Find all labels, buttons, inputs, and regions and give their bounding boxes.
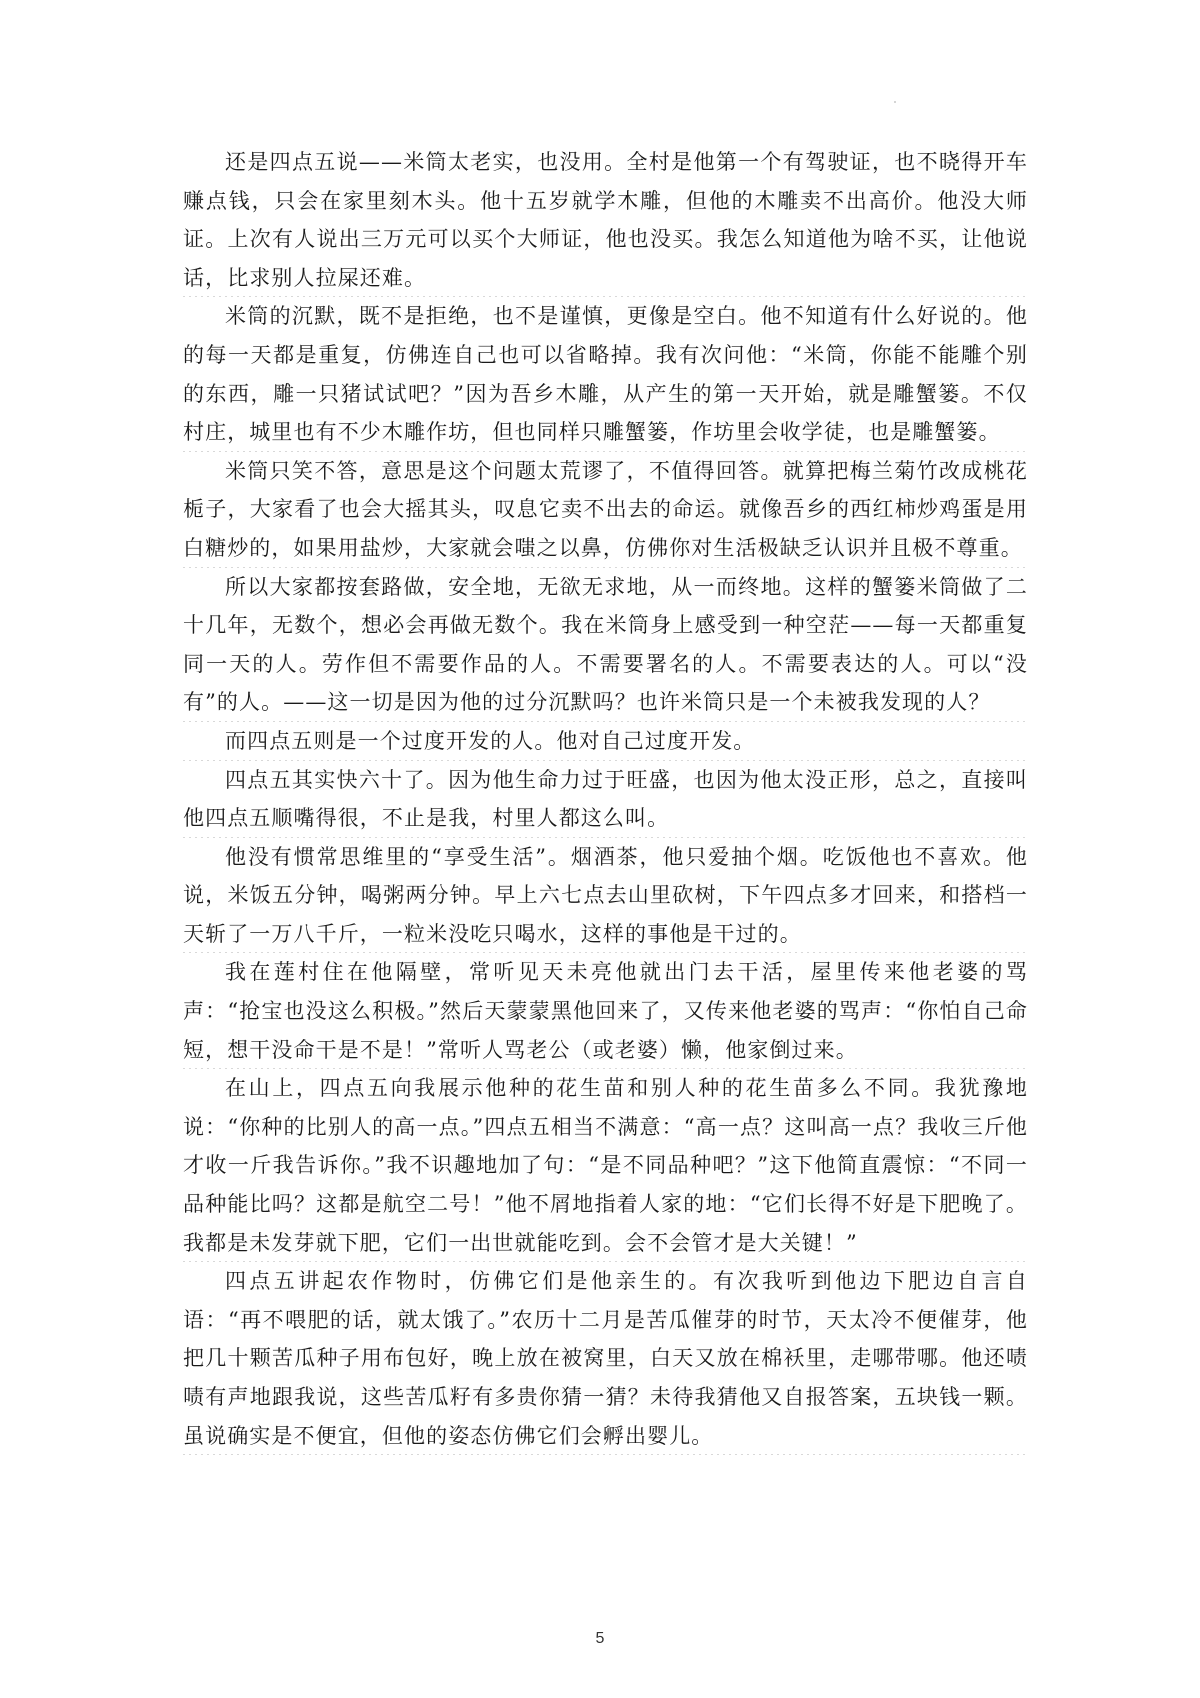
- paragraph-4: 所以大家都按套路做，安全地，无欲无求地，从一而终地。这样的蟹篓米筒做了二十几年，无数个，想必会再做无数个。我在米筒身上感受到一种空茫——每一天都重复同一天的人。劳作但不需要作品的人。不需要署名的人。不需要表达的人。可以“没有”的人。——这一切是因为他的过分沉默吗？也许米筒只是一个未被我发现的人？: [183, 568, 1028, 722]
- article-body: [183, 143, 1028, 1455]
- paragraph-2: 米筒的沉默，既不是拒绝，也不是谨慎，更像是空白。他不知道有什么好说的。他的每一天都是重复，仿佛连自己也可以省略掉。我有次问他：“米筒，你能不能雕个别的东西，雕一只猪试试吧？”因为吾乡木雕，从产生的第一天开始，就是雕蟹篓。不仅村庄，城里也有不少木雕作坊，但也同样只雕蟹篓，作坊里会收学徒，也是雕蟹篓。: [183, 297, 1028, 451]
- paragraph-3: 米筒只笑不答，意思是这个问题太荒谬了，不值得回答。就算把梅兰菊竹改成桃花栀子，大家看了也会大摇其头，叹息它卖不出去的命运。就像吾乡的西红柿炒鸡蛋是用白糖炒的，如果用盐炒，大家就会嗤之以鼻，仿佛你对生活极缺乏认识并且极不尊重。: [183, 452, 1028, 568]
- page-number: 5: [595, 1630, 605, 1647]
- paragraph-8: 我在莲村住在他隔壁，常听见天未亮他就出门去干活，屋里传来他老婆的骂声：“抢宝也没这么积极。”然后天蒙蒙黑他回来了，又传来他老婆的骂声：“你怕自己命短，想干没命干是不是！”常听人骂老公（或老婆）懒，他家倒过来。: [183, 953, 1028, 1069]
- paragraph-1: 还是四点五说——米筒太老实，也没用。全村是他第一个有驾驶证，也不晓得开车赚点钱，只会在家里刻木头。他十五岁就学木雕，但他的木雕卖不出高价。他没大师证。上次有人说出三万元可以买个大师证，他也没买。我怎么知道他为啥不买，让他说话，比求别人拉屎还难。: [183, 143, 1028, 297]
- paragraph-5: 而四点五则是一个过度开发的人。他对自己过度开发。: [183, 722, 1028, 761]
- paragraph-10: 四点五讲起农作物时，仿佛它们是他亲生的。有次我听到他边下肥边自言自语：“再不喂肥的话，就太饿了。”农历十二月是苦瓜催芽的时节，天太冷不便催芽，他把几十颗苦瓜种子用布包好，晚上放在被窝里，白天又放在棉袄里，走哪带哪。他还啧啧有声地跟我说，这些苦瓜籽有多贵你猜一猜？未待我猜他又自报答案，五块钱一颗。虽说确实是不便宜，但他的姿态仿佛它们会孵出婴儿。: [183, 1262, 1028, 1455]
- scan-speck: [894, 101, 896, 103]
- paragraph-7: 他没有惯常思维里的“享受生活”。烟酒茶，他只爱抽个烟。吃饭他也不喜欢。他说，米饭五分钟，喝粥两分钟。早上六七点去山里砍树，下午四点多才回来，和搭档一天斩了一万八千斤，一粒米没吃只喝水，这样的事他是干过的。: [183, 838, 1028, 954]
- paragraph-6: 四点五其实快六十了。因为他生命力过于旺盛，也因为他太没正形，总之，直接叫他四点五顺嘴得很，不止是我，村里人都这么叫。: [183, 761, 1028, 838]
- paragraph-9: 在山上，四点五向我展示他种的花生苗和别人种的花生苗多么不同。我犹豫地说：“你种的比别人的高一点。”四点五相当不满意：“高一点？这叫高一点？我收三斤他才收一斤我告诉你。”我不识趣地加了句：“是不同品种吧？”这下他简直震惊：“不同一品种能比吗？这都是航空二号！”他不屑地指着人家的地：“它们长得不好是下肥晚了。我都是未发芽就下肥，它们一出世就能吃到。会不会管才是大关键！”: [183, 1069, 1028, 1262]
